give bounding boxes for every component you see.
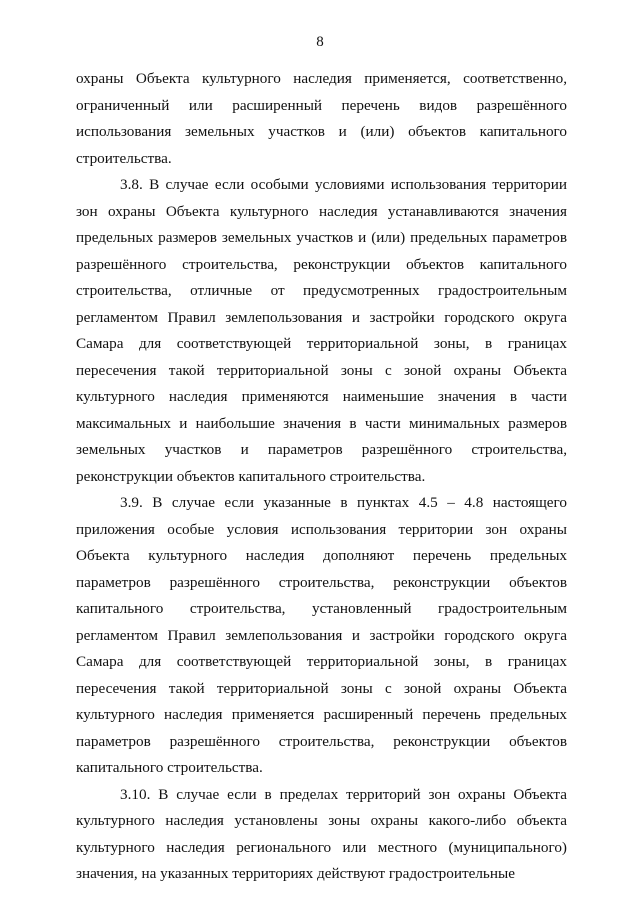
- paragraph-continuation: охраны Объекта культурного наследия применяется, соответственно, ограниченный или расширенный перечень видов разрешённого использования земельных участков и (или) объектов капитального строительства.: [76, 70, 567, 167]
- paragraph-3-8: 3.8. В случае если особыми условиями использования территории зон охраны Объекта культурного наследия устанавливаются значения предельных размеров земельных участков и (или) предельных параметров разрешённого строительства, реконструкции объектов капитального строительства, отличные от предусмотренных градостроительным регламентом Правил землепользования и застройки городского округа Самара для соответствующей территориальной зоны, в границах пересечения такой территориальной зоны с зоной охраны Объекта культурного наследия применяются наименьшие значения в части максимальных и наибольшие значения в части минимальных размеров земельных участков и параметров разрешённого строительства, реконструкции объектов капитального строительства.: [76, 176, 567, 485]
- paragraph-3-10: 3.10. В случае если в пределах территорий зон охраны Объекта культурного наследия установлены зоны охраны какого-либо объекта культурного наследия регионального или местного (муниципального) значения, на указанных территориях действуют градостроительные: [76, 785, 567, 882]
- paragraph-3-9: 3.9. В случае если указанные в пунктах 4.5 – 4.8 настоящего приложения особые условия использования территории зон охраны Объекта культурного наследия дополняют перечень предельных параметров разрешённого строительства, реконструкции объектов капитального строительства, установленный градостроительным регламентом Правил землепользования и застройки городского округа Самара для соответствующей территориальной зоны, в границах пересечения такой территориальной зоны с зоной охраны Объекта культурного наследия применяется расширенный перечень предельных параметров разрешённого строительства, реконструкции объектов капитального строительства.: [76, 494, 567, 776]
- page-number: 8: [316, 34, 324, 50]
- document-body: [76, 66, 567, 888]
